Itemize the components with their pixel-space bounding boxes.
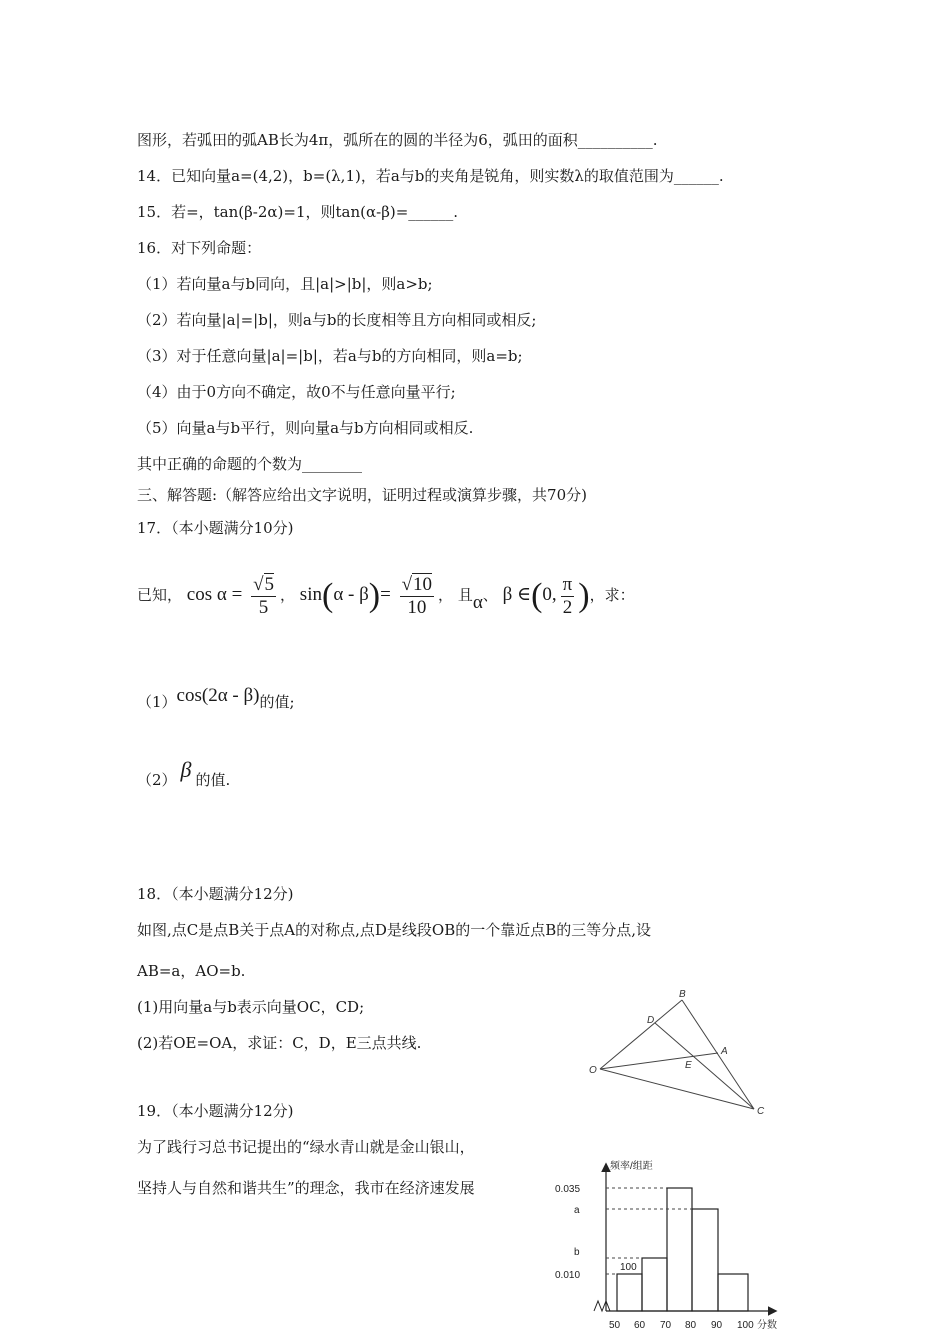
q17-given-prefix: 已知， [137, 586, 183, 604]
q17-alpha: α [472, 592, 483, 613]
x-tick-80: 80 [685, 1320, 697, 1331]
q18-part-2: (2)若OE=OA，求证：C，D，E三点共线. [137, 1034, 422, 1052]
bar-60-70 [642, 1258, 667, 1311]
q17-ask: ，求： [589, 586, 635, 604]
y-axis-label: 频率/组距 [610, 1161, 653, 1172]
q17-frac-sqrt10-over-10: $\frac{√10}{10}$ [401, 573, 433, 618]
q17-and: 且 [457, 586, 473, 604]
q19-stem-1: 为了践行习总书记提出的“绿水青山就是金山银山， [137, 1138, 475, 1156]
q18-stem-1: 如图,点C是点B关于点A的对称点,点D是线段OB的一个靠近点B的三等分点,设 [137, 921, 652, 939]
q18-heading: 18．（本小题满分12分) [137, 885, 294, 903]
segment-OA [600, 1053, 718, 1069]
x-axis-unit: 分数 [757, 1320, 777, 1331]
q17-interval-left: 0, [542, 584, 557, 605]
q19-histogram [550, 1158, 800, 1344]
q15-line: 15．若=，tan(β-2α)=1，则tan(α-β)=______. [137, 203, 459, 221]
q17-sin-lhs: sin [299, 584, 322, 605]
q16-prop-5: （5）向量a与b平行，则向量a与b方向相同或相反. [137, 419, 474, 437]
q17-part1-expr: cos(2α - β) [176, 685, 260, 706]
q19-stem-2: 坚持人与自然和谐共生”的理念，我市在经济速发展 [137, 1179, 475, 1197]
y-tick-0.010: 0.010 [555, 1270, 581, 1281]
q16-prop-4: （4）由于0方向不确定，故0不与任意向量平行; [137, 383, 456, 401]
x-tick-60: 60 [634, 1320, 646, 1331]
x-tick-90: 90 [711, 1320, 723, 1331]
label-A: A [721, 1046, 728, 1057]
label-B: B [679, 989, 686, 1000]
q18-geometry-figure [585, 985, 775, 1120]
q16-prop-1: （1）若向量a与b同向，且|a|>|b|，则a>b; [137, 275, 433, 293]
x-tick-50: 50 [609, 1320, 621, 1331]
q17-frac-pi-over-2: $\frac{\pi}{2}$ [562, 573, 573, 618]
bar-70-80 [667, 1188, 692, 1311]
label-O: O [589, 1065, 597, 1076]
label-D: D [647, 1015, 655, 1026]
q17-given: 已知， cos α = $\frac{√5}{5}$ ， sin(α - β)= $\frac{√10}{10}$ ， 且α、 β ∈(0, $\frac{\pi}{2}$ )，求： [137, 573, 635, 618]
q16-prop-2: （2）若向量|a|=|b|，则a与b的长度相等且方向相同或相反; [137, 311, 537, 329]
section-3-heading: 三、解答题:（解答应给出文字说明，证明过程或演算步骤，共70分) [137, 486, 587, 504]
q16-line: 16．对下列命题： [137, 239, 262, 257]
q18-stem-2: AB=a，AO=b. [137, 962, 246, 980]
q17-frac-sqrt5-over-5: $\frac{√5}{5}$ [253, 573, 275, 618]
bar-90-100 [718, 1274, 748, 1311]
label-C: C [757, 1106, 765, 1117]
segment-OB [600, 1000, 682, 1069]
q18-part-1: (1)用向量a与b表示向量OC，CD; [137, 998, 365, 1016]
bar-50-60 [617, 1274, 642, 1311]
q17-part-2: （2） β 的值. [137, 757, 231, 789]
y-tick-a: a [574, 1205, 580, 1216]
q17-part-1: （1）cos(2α - β)的值; [137, 685, 295, 711]
q17-part2-expr: β [180, 757, 192, 782]
q16-prop-3: （3）对于任意向量|a|=|b|，若a与b的方向相同，则a=b; [137, 347, 523, 365]
q17-heading: 17．（本小题满分10分) [137, 519, 294, 537]
bar-80-90 [692, 1209, 718, 1311]
q13-tail-line: 图形，若弧田的弧AB长为4π，弧所在的圆的半径为6，弧田的面积__________. [137, 131, 658, 149]
x-tick-100: 100 [737, 1320, 754, 1331]
y-tick-0.035: 0.035 [555, 1184, 581, 1195]
q16-end-line: 其中正确的命题的个数为________ [137, 455, 363, 473]
q17-cos-lhs: cos α = [186, 584, 243, 605]
label-E: E [685, 1060, 692, 1071]
axis-break [594, 1301, 610, 1311]
bar-inner-label: 100 [620, 1262, 637, 1273]
q14-line: 14．已知向量a=(4,2)，b=(λ,1)，若a与b的夹角是锐角，则实数λ的取值范围为______. [137, 167, 724, 185]
q17-beta-in: β ∈ [502, 584, 532, 605]
q17-sin-arg: α - β [333, 584, 369, 605]
y-tick-b: b [574, 1247, 580, 1258]
q19-heading: 19．（本小题满分12分) [137, 1102, 294, 1120]
x-tick-70: 70 [660, 1320, 672, 1331]
